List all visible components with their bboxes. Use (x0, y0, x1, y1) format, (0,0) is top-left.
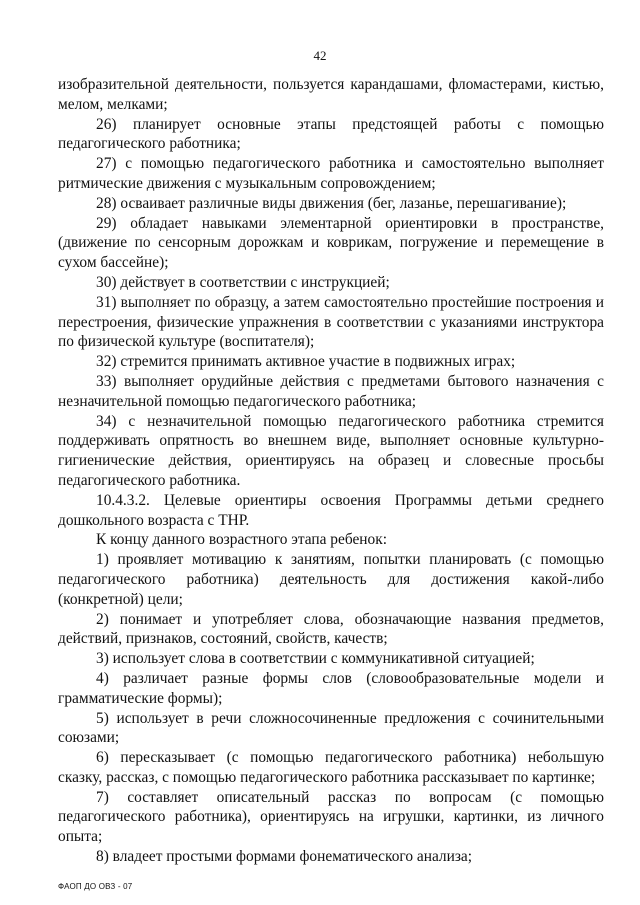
paragraph: изобразительной деятельности, пользуется карандашами, фломастерами, кистью, мелом, мелками; (58, 76, 604, 113)
footer-label: ФАОП ДО ОВЗ - 07 (58, 882, 133, 891)
list-item: 1) проявляет мотивацию к занятиям, попытки планировать (с помощью педагогического работника) деятельность для достижения какой-либо (конкретной) цели; (58, 551, 604, 608)
list-item: 7) составляет описательный рассказ по вопросам (с помощью педагогического работника), ориентируясь на игрушки, картинки, из личного опыта; (58, 788, 604, 846)
list-item: 29) обладает навыками элементарной ориентировки в пространстве, (движение по сенсорным дорожкам и коврикам, погружение и перемещение в сухом бассейне); (58, 214, 604, 272)
list-item: 4) различает разные формы слов (словообразовательные модели и грамматические формы); (58, 669, 604, 707)
list-item: 33) выполняет орудийные действия с предметами бытового назначения с незначительной помощью педагогического работника; (58, 372, 604, 410)
list-item: 28) осваивает различные виды движения (бег, лазанье, перешагивание); (96, 194, 567, 212)
list-item: 32) стремится принимать активное участие в подвижных играх; (96, 353, 516, 371)
list-item: 6) пересказывает (с помощью педагогического работника) небольшую сказку, рассказ, с помощью педагогического работника рассказывает по картинке; (58, 749, 604, 786)
list-item: 5) использует в речи сложносочиненные предложения с сочинительными союзами; (58, 709, 604, 747)
list-item: 31) выполняет по образцу, а затем самостоятельно простейшие построения и перестроения, физические упражнения в соответствии с указаниями инструктора по физической культуре (воспитателя); (58, 293, 604, 351)
paragraph: К концу данного возрастного этапа ребенок: (96, 531, 387, 549)
list-item: 26) планирует основные этапы предстоящей работы с помощью педагогического работника; (58, 115, 604, 153)
list-item: 3) использует слова в соответствии с коммуникативной ситуацией; (96, 650, 535, 668)
page-number: 42 (313, 48, 327, 63)
body-text (58, 75, 604, 867)
list-item: 30) действует в соответствии с инструкцией; (96, 273, 390, 291)
list-item: 8) владеет простыми формами фонематического анализа; (96, 848, 473, 866)
list-item: 27) с помощью педагогического работника и самостоятельно выполняет ритмические движения с музыкальным сопровождением; (58, 155, 604, 192)
list-item: 2) понимает и употребляет слова, обозначающие названия предметов, действий, признаков, состояний, свойств, качеств; (58, 610, 604, 648)
list-item: 34) с незначительной помощью педагогического работника стремится поддерживать опрятность во внешнем виде, выполняет основные культурно-гигиенические действия, ориентируясь на образец и словесные просьбы педагогического работника. (58, 412, 604, 489)
section-heading: 10.4.3.2. Целевые ориентиры освоения Программы детьми среднего дошкольного возраста с ТНР. (58, 491, 604, 529)
